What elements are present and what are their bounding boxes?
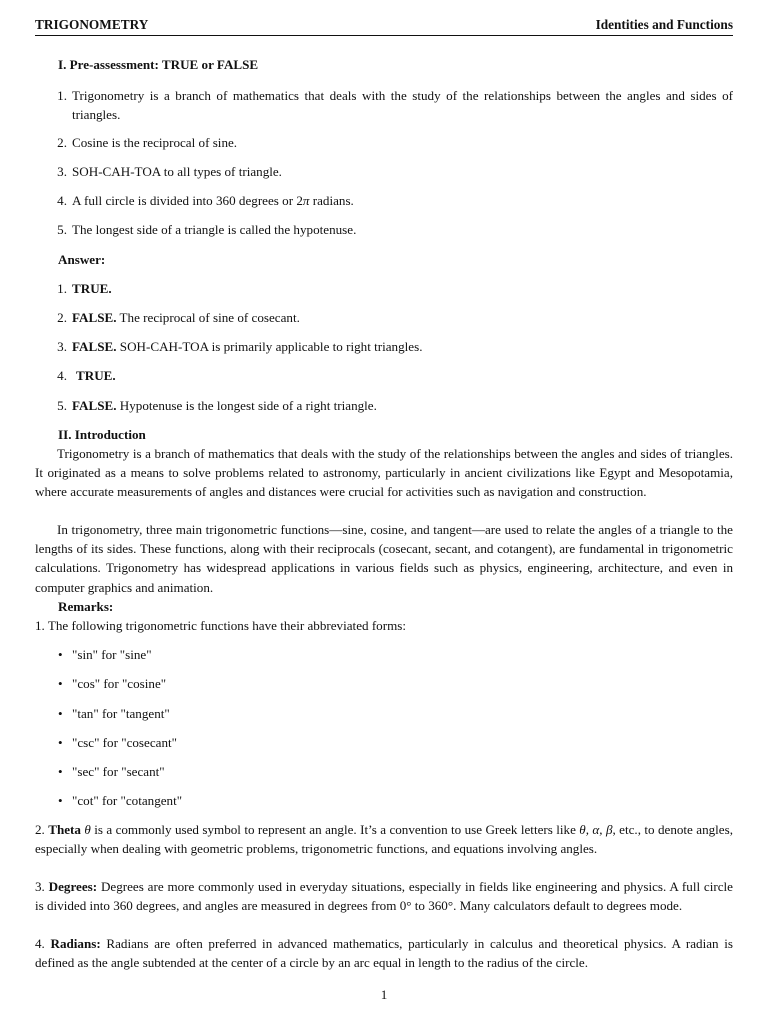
remark-4: 4. Radians: Radians are often preferred in advanced mathematics, particularly in calculus and theoretical physics. A radian is defined as the angle subtended at the center of a circle by an arc equal in length to the radius of the circle.: [35, 936, 733, 971]
answer-2: 2. FALSE. The reciprocal of sine of cosecant.: [57, 310, 300, 325]
intro-paragraph-2: In trigonometry, three main trigonometric functions—sine, cosine, and tangent—are used to relate the angles of a triangle to the lengths of its sides. These functions, along with their reciprocals (cosecant, secant, and cotangent), are fundamental in trigonometric calculations. Trigonometry has widespread applications in various fields such as physics, engineering, architecture, and even in computer graphics and animation.: [35, 522, 733, 595]
header-title: TRIGONOMETRY: [35, 16, 149, 32]
remark-2: 2. Theta θ is a commonly used symbol to represent an angle. It’s a convention to use Greek letters like θ, α, β, etc., to denote angles, especially when dealing with geometric problems, trigonometric functions, and equations involving angles.: [35, 822, 733, 857]
answer-1: 1. TRUE.: [57, 281, 112, 296]
header-subtitle: Identities and Functions: [595, 16, 733, 32]
pre-item-1: 1. Trigonometry is a branch of mathematics that deals with the study of the relationships between the angles and sides of triangles.: [57, 88, 733, 123]
answer-4: 4. TRUE.: [57, 368, 116, 383]
bullet-item: • "sec" for "secant": [58, 764, 165, 779]
remark-1: 1. The following trigonometric functions have their abbreviated forms:: [35, 618, 407, 633]
bullet-item: • "cot" for "cotangent": [58, 793, 183, 808]
bullet-item: • "tan" for "tangent": [58, 706, 170, 721]
document-page: [35, 0, 733, 1024]
intro-paragraph-1: Trigonometry is a branch of mathematics that deals with the study of the relationships between the angles and sides of triangles. It originated as a means to solve problems related to astronomy, particularly in ancient civilizations like Egypt and Mesopotamia, where accurate measurements of angles and distances were crucial for activities such as navigation and construction.: [35, 446, 733, 500]
page-number: 1: [380, 987, 388, 1002]
answer-title: Answer:: [58, 252, 106, 267]
remark-3: 3. Degrees: Degrees are more commonly used in everyday situations, especially in fields like engineering and physics. A full circle is divided into 360 degrees, and angles are measured in degrees from 0° to 360°. Many calculators default to degrees mode.: [35, 879, 733, 914]
answer-5: 5. FALSE. Hypotenuse is the longest side of a right triangle.: [57, 398, 377, 413]
pre-item-5: 5. The longest side of a triangle is called the hypotenuse.: [57, 222, 357, 237]
pre-item-4: 4. A full circle is divided into 360 degrees or 2π radians.: [57, 193, 354, 208]
pre-item-3: 3. SOH-CAH-TOA to all types of triangle.: [57, 164, 282, 179]
bullet-item: • "sin" for "sine": [58, 647, 152, 662]
bullet-item: • "csc" for "cosecant": [58, 735, 177, 750]
pre-assessment-title: I. Pre-assessment: TRUE or FALSE: [58, 57, 259, 72]
remarks-title: Remarks:: [58, 599, 114, 614]
answer-3: 3. FALSE. SOH-CAH-TOA is primarily applicable to right triangles.: [57, 339, 423, 354]
pre-item-2: 2. Cosine is the reciprocal of sine.: [57, 135, 238, 150]
running-header: [35, 14, 733, 36]
introduction-title: II. Introduction: [58, 427, 146, 442]
bullet-item: • "cos" for "cosine": [58, 676, 167, 691]
